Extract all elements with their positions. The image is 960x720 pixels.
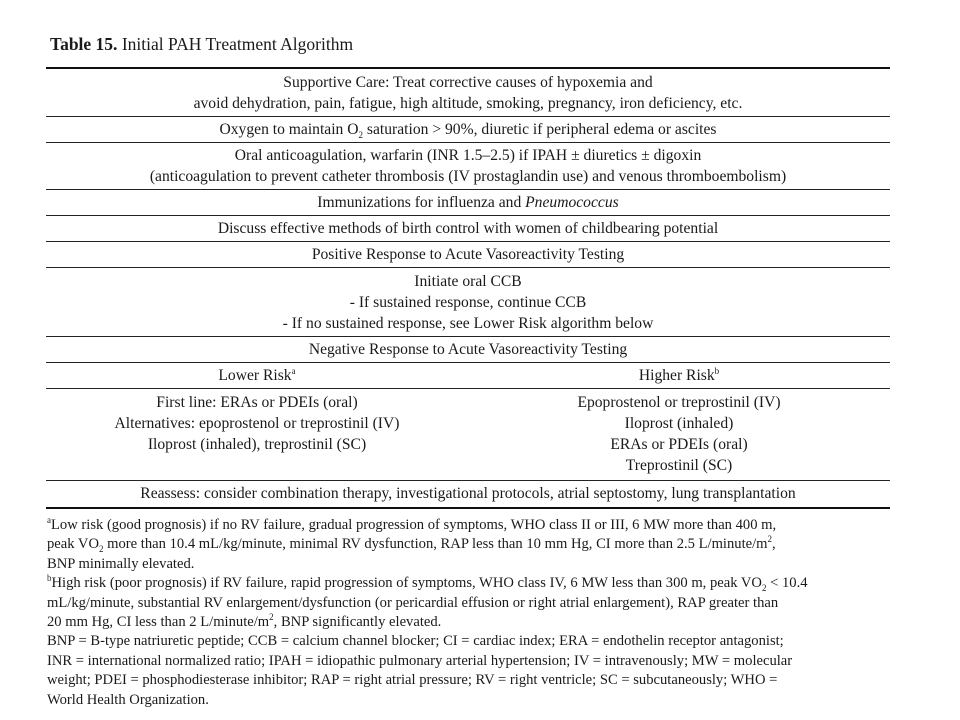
lower-risk-item: First line: ERAs or PDEIs (oral) xyxy=(156,394,358,411)
footnote-b-superscript: 2 xyxy=(269,612,274,623)
footnote-b-subscript: 2 xyxy=(761,583,767,594)
table-bottom-rule xyxy=(46,507,890,509)
higher-risk-header xyxy=(468,365,890,386)
table-number: Table 15. xyxy=(50,34,118,54)
lower-risk-item: Alternatives: epoprostenol or treprostinil (IV) xyxy=(114,415,400,432)
row-oxygen xyxy=(46,117,890,142)
abbreviations-line-4: World Health Organization. xyxy=(47,691,209,708)
footnote-b-line-1a: High risk (poor prognosis) if RV failure, rapid progression of symptoms, WHO class IV, 6 MW less than 300 m, peak VO xyxy=(51,575,762,592)
row-birth-control xyxy=(46,216,890,241)
abbreviations-line-3: weight; PDEI = phosphodiesterase inhibitor; RAP = right atrial pressure; RV = right ventricle; SC = subcutaneously; WHO = xyxy=(47,672,778,689)
birth-control-line: Discuss effective methods of birth control with women of childbearing potential xyxy=(217,220,719,237)
lower-risk-header xyxy=(46,365,468,386)
reassess-line: Reassess: consider combination therapy, investigational protocols, atrial septostomy, lung transplantation xyxy=(140,485,796,502)
lower-risk-label: Lower Risk xyxy=(218,367,292,384)
higher-risk-item: ERAs or PDEIs (oral) xyxy=(610,436,748,453)
lower-risk-item: Iloprost (inhaled), treprostinil (SC) xyxy=(147,436,367,453)
higher-risk-column xyxy=(468,392,890,476)
footnote-b-marker: b xyxy=(47,573,52,584)
supportive-line-2: avoid dehydration, pain, fatigue, high altitude, smoking, pregnancy, iron deficiency, etc. xyxy=(193,95,743,112)
row-risk-headers xyxy=(46,363,890,388)
row-immunizations xyxy=(46,190,890,215)
footnote-a-line-2c: , xyxy=(772,536,776,553)
row-reassess xyxy=(46,481,890,507)
higher-risk-item: Treprostinil (SC) xyxy=(625,457,733,474)
oxygen-text-b: saturation > 90%, diuretic if peripheral edema or ascites xyxy=(363,121,717,138)
footnote-a-line-3: BNP minimally elevated. xyxy=(47,555,195,572)
immunizations-text: Immunizations for influenza and xyxy=(317,194,526,211)
immunizations-italic: Pneumococcus xyxy=(525,194,619,211)
treatment-table xyxy=(46,67,890,509)
footnote-a-superscript: 2 xyxy=(767,534,773,545)
row-positive-response xyxy=(46,242,890,267)
positive-response-line: Positive Response to Acute Vasoreactivity Testing xyxy=(311,246,625,263)
row-risk-options xyxy=(46,389,890,480)
higher-risk-superscript: b xyxy=(714,365,720,376)
row-supportive-care xyxy=(46,69,890,116)
row-ccb xyxy=(46,268,890,336)
abbreviations xyxy=(47,632,897,710)
higher-risk-item: Epoprostenol or treprostinil (IV) xyxy=(577,394,781,411)
footnote-a xyxy=(47,516,897,574)
footnote-b-line-2: mL/kg/minute, substantial RV enlargement/dysfunction (or pericardial effusion or right atrial enlargement), RAP greater than xyxy=(47,594,779,611)
higher-risk-item: Iloprost (inhaled) xyxy=(624,415,734,432)
ccb-line-1: Initiate oral CCB xyxy=(414,273,522,290)
footnote-a-line-2b: more than 10.4 mL/kg/minute, minimal RV dysfunction, RAP less than 10 mm Hg, CI more than 2.5 L/minute/m xyxy=(103,536,768,553)
oxygen-text-a: Oxygen to maintain O xyxy=(219,121,359,138)
higher-risk-label: Higher Risk xyxy=(638,367,715,384)
negative-response-line: Negative Response to Acute Vasoreactivity Testing xyxy=(308,341,628,358)
ccb-line-3: - If no sustained response, see Lower Risk algorithm below xyxy=(282,315,654,332)
footnote-a-subscript: 2 xyxy=(99,544,104,555)
anticoag-line-1: Oral anticoagulation, warfarin (INR 1.5–2.5) if IPAH ± diuretics ± digoxin xyxy=(234,147,702,164)
abbreviations-line-2: INR = international normalized ratio; IPAH = idiopathic pulmonary arterial hypertension; IV = intravenously; MW = molecular xyxy=(47,652,793,669)
row-negative-response xyxy=(46,337,890,362)
anticoag-line-2: (anticoagulation to prevent catheter thrombosis (IV prostaglandin use) and venous thromboembolism) xyxy=(149,168,787,185)
footnote-a-line-1: Low risk (good prognosis) if no RV failure, gradual progression of symptoms, WHO class II or III, 6 MW more than 400 m, xyxy=(51,517,777,533)
footnote-b xyxy=(47,574,897,632)
table-title xyxy=(50,34,353,55)
abbreviations-line-1: BNP = B-type natriuretic peptide; CCB = calcium channel blocker; CI = cardiac index; ERA = endothelin receptor antagonist; xyxy=(47,633,784,650)
table-title-text: Initial PAH Treatment Algorithm xyxy=(121,34,354,54)
supportive-line-1: Supportive Care: Treat corrective causes of hypoxemia and xyxy=(283,74,653,91)
oxygen-subscript: 2 xyxy=(358,130,364,141)
footnote-b-line-3a: 20 mm Hg, CI less than 2 L/minute/m xyxy=(47,614,270,631)
footnote-b-line-1b: < 10.4 xyxy=(766,575,808,592)
footnote-b-line-3b: , BNP significantly elevated. xyxy=(273,614,442,631)
footnote-a-marker: a xyxy=(47,515,51,526)
oxygen-line xyxy=(46,119,890,140)
footnote-a-line-2a: peak VO xyxy=(47,536,100,553)
lower-risk-superscript: a xyxy=(291,365,296,376)
lower-risk-column xyxy=(46,392,468,476)
immunizations-line xyxy=(46,192,890,213)
row-anticoagulation xyxy=(46,143,890,189)
ccb-line-2: - If sustained response, continue CCB xyxy=(349,294,587,311)
footnotes xyxy=(47,516,897,710)
